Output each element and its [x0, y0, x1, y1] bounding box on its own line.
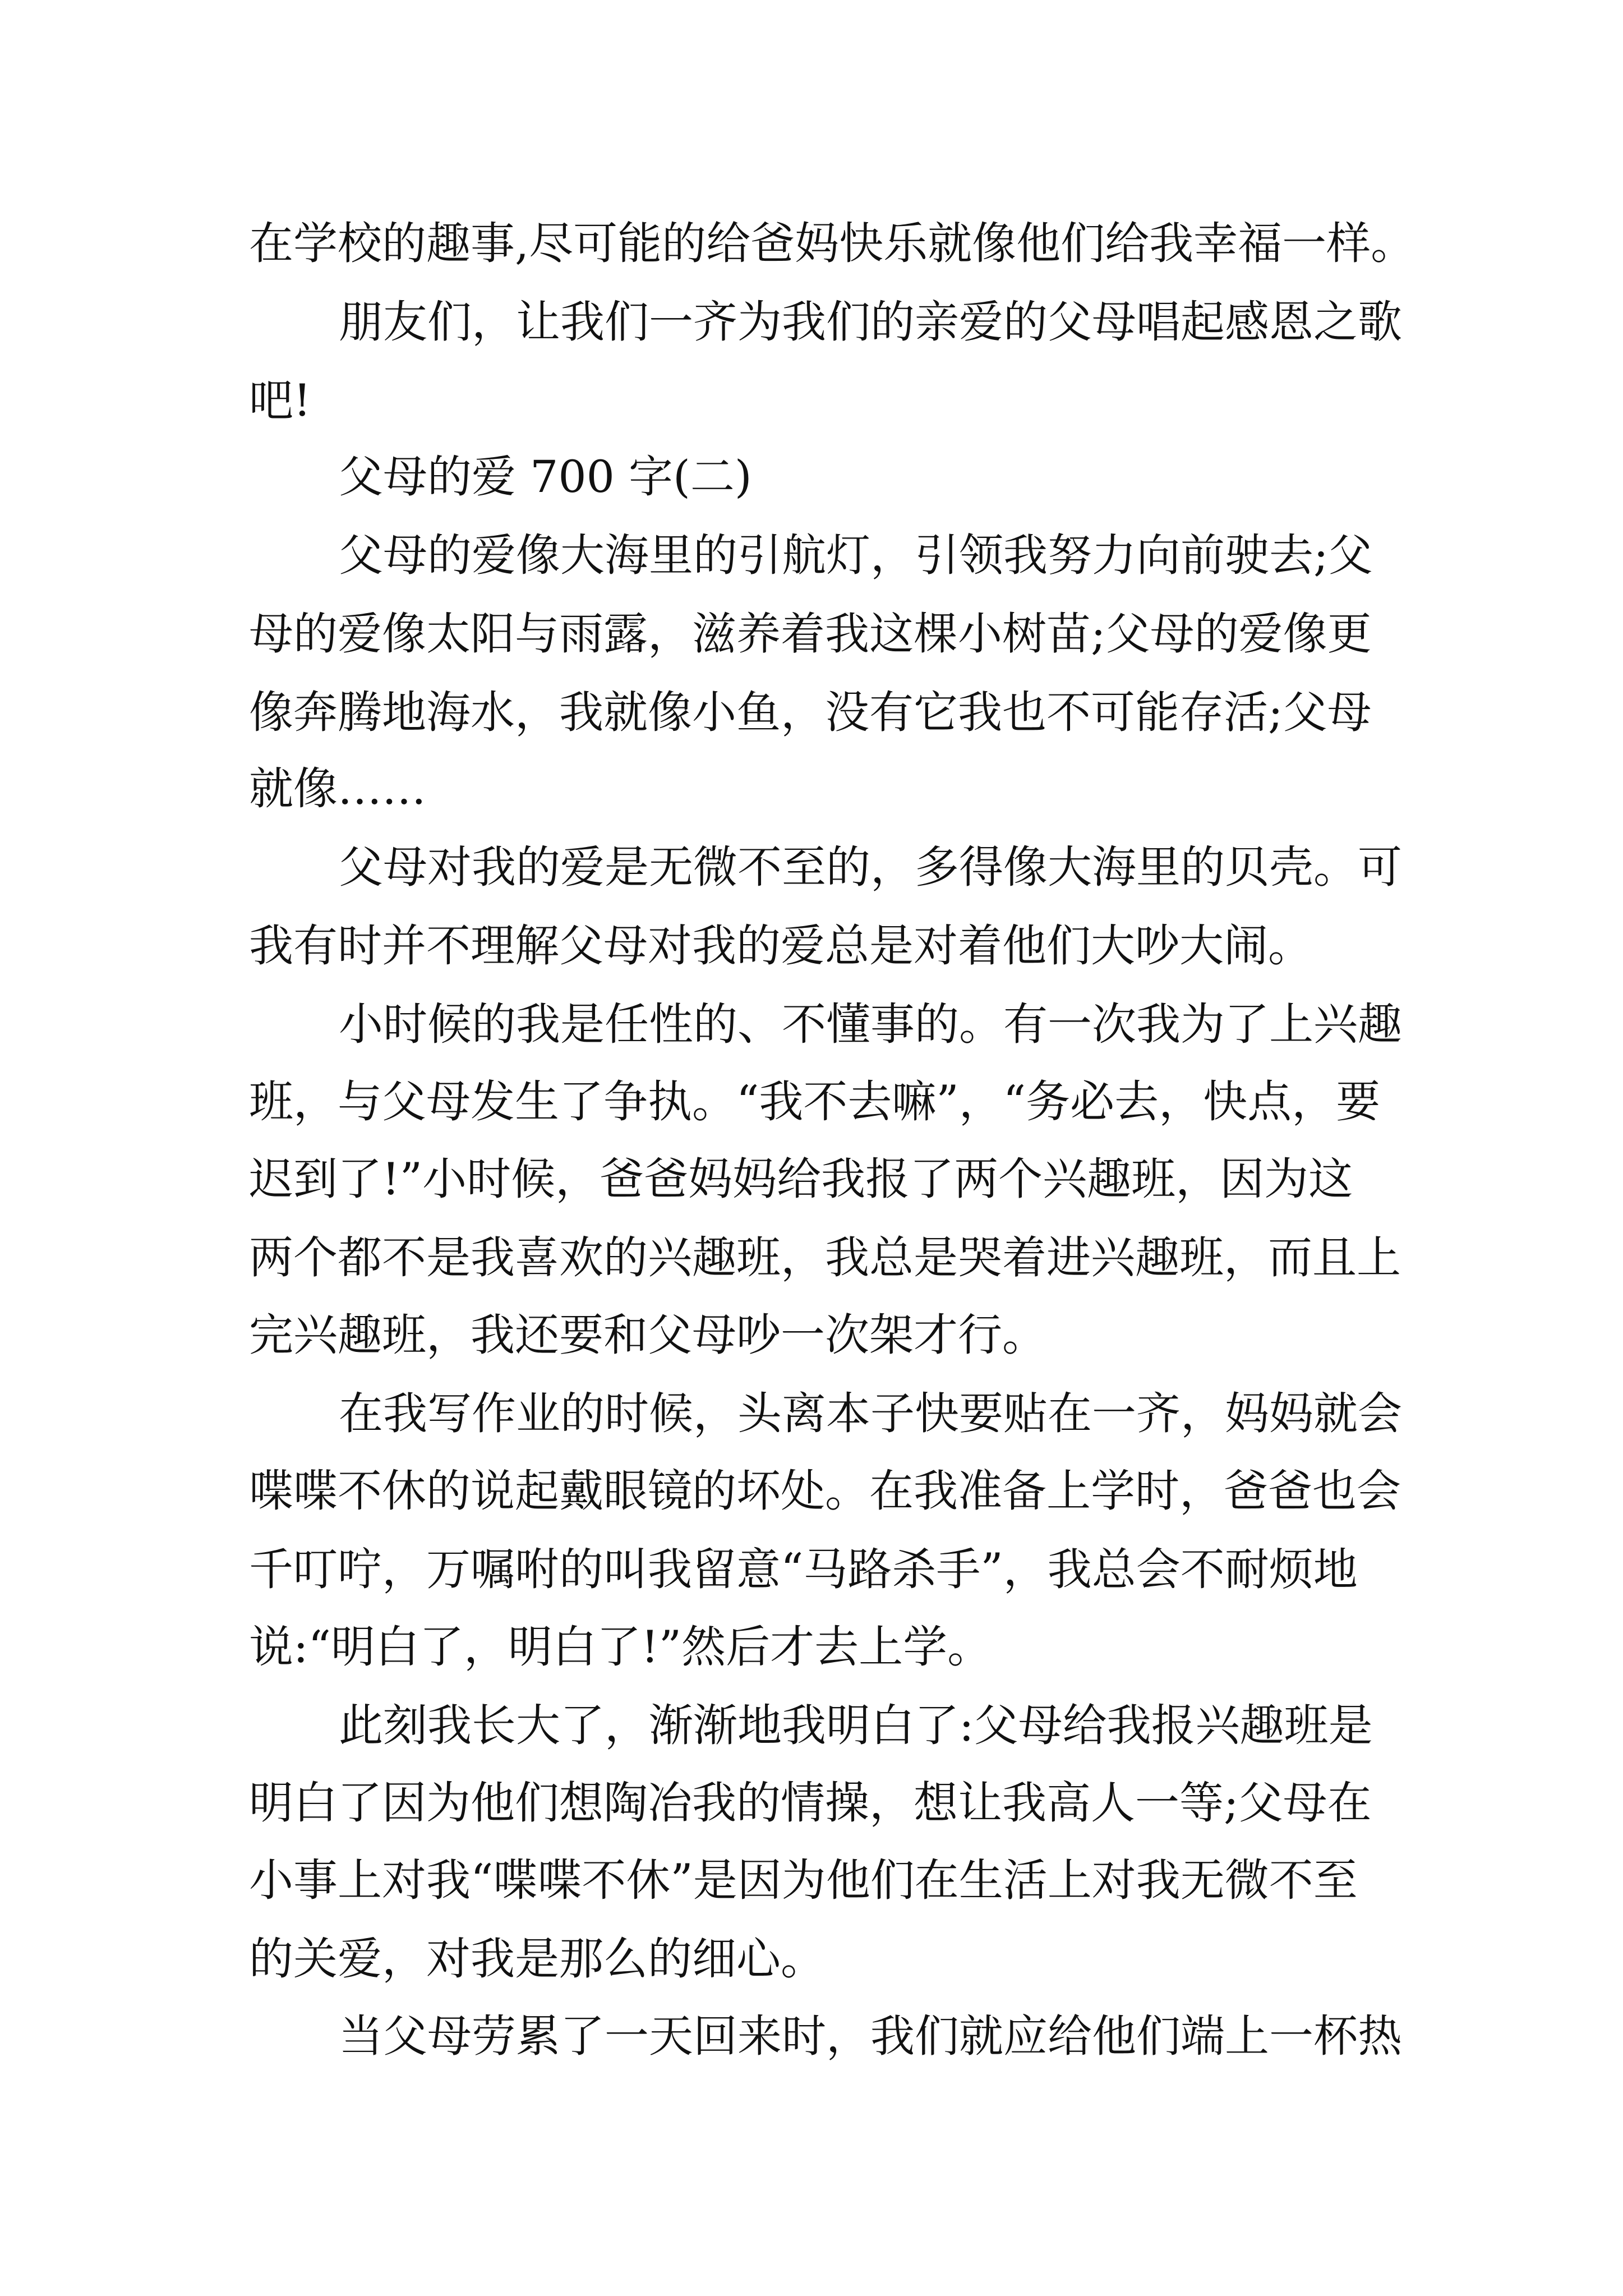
paragraph-start-line: 父母的爱像大海里的引航灯，引领我努力向前驶去;父 [339, 530, 1373, 581]
text-line: 完兴趣班，我还要和父母吵一次架才行。 [249, 1309, 1046, 1361]
text-line: 小事上对我“喋喋不休”是因为他们在生活上对我无微不至 [249, 1855, 1358, 1906]
paragraph-start-line: 朋友们，让我们一齐为我们的亲爱的父母唱起感恩之歌 [339, 296, 1402, 348]
text-line: 在学校的趣事,尽可能的给爸妈快乐就像他们给我幸福一样。 [249, 218, 1415, 269]
text-line: 的关爱，对我是那么的细心。 [249, 1933, 825, 1985]
text-line: 千叮咛，万嘱咐的叫我留意“马路杀手”，我总会不耐烦地 [249, 1544, 1358, 1595]
text-line: 喋喋不休的说起戴眼镜的坏处。在我准备上学时，爸爸也会 [249, 1465, 1401, 1517]
text-line: 明白了因为他们想陶冶我的情操，想让我高人一等;父母在 [249, 1777, 1372, 1829]
text-line: 两个都不是我喜欢的兴趣班，我总是哭着进兴趣班，而且上 [249, 1232, 1401, 1283]
text-line: 迟到了!”小时候，爸爸妈妈给我报了两个兴趣班，因为这 [249, 1153, 1353, 1205]
text-line: 母的爱像太阳与雨露，滋养着我这棵小树苗;父母的爱像更 [249, 608, 1372, 660]
text-line: 像奔腾地海水，我就像小鱼，没有它我也不可能存活;父母 [249, 687, 1372, 738]
text-line: 吧! [249, 375, 311, 426]
text-line: 说:“明白了，明白了!”然后才去上学。 [249, 1621, 992, 1673]
text-line: 就像…… [249, 763, 426, 815]
paragraph-start-line: 父母对我的爱是无微不至的，多得像大海里的贝壳。可 [339, 841, 1402, 893]
paragraph-start-line: 此刻我长大了，渐渐地我明白了:父母给我报兴趣班是 [339, 1700, 1373, 1751]
text-line: 我有时并不理解父母对我的爱总是对着他们大吵大闹。 [249, 920, 1312, 972]
paragraph-start-line: 当父母劳累了一天回来时，我们就应给他们端上一杯热 [339, 2010, 1402, 2062]
paragraph-start-line: 在我写作业的时候，头离本子快要贴在一齐，妈妈就会 [339, 1388, 1402, 1439]
paragraph-start-line: 小时候的我是任性的、不懂事的。有一次我为了上兴趣 [339, 999, 1402, 1050]
section-heading: 父母的爱 700 字(二) [339, 451, 752, 503]
text-line: 班，与父母发生了争执。“我不去嘛”，“务必去，快点，要 [249, 1076, 1381, 1128]
